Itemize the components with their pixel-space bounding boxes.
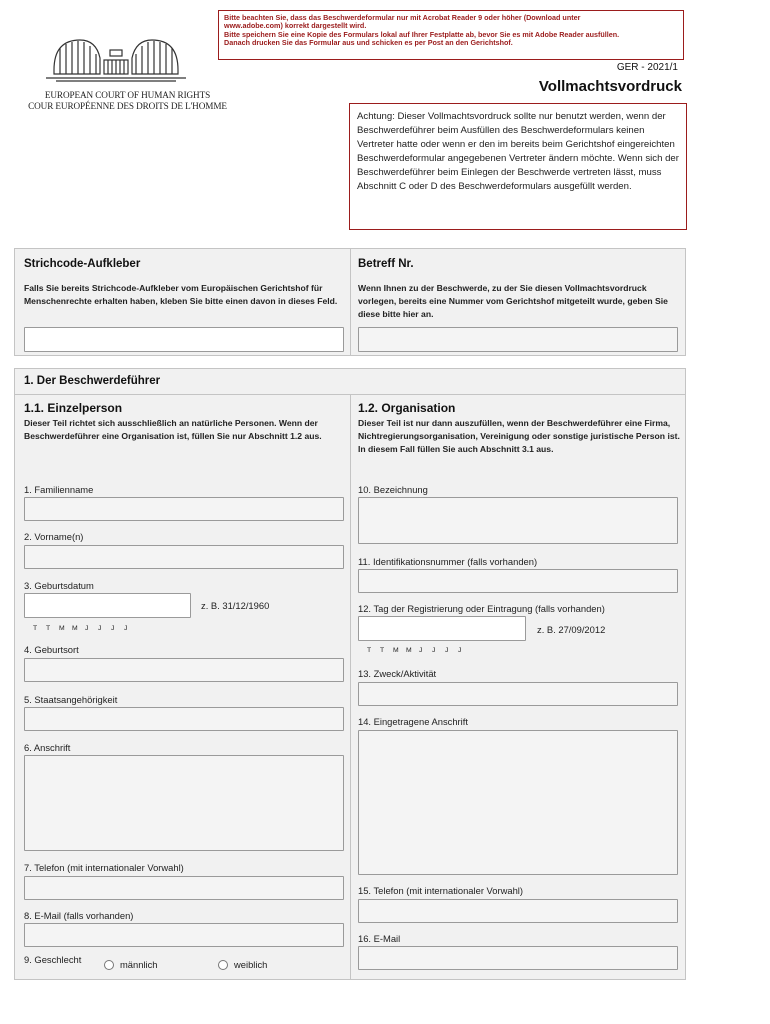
notice-line: www.adobe.com) korrekt dargestellt wird. (224, 21, 367, 31)
registration-date-label: 12. Tag der Registrierung oder Eintragung (falls vorhanden) (358, 603, 605, 614)
email-input[interactable] (24, 923, 344, 947)
warning-text: Achtung: Dieser Vollmachtsvordruck sollte nur benutzt werden, wenn der Beschwerdeführer beim Ausfüllen des Beschwerdeformulars keinen Vertreter hatte oder wenn er den im bereits beim Gerichtshof eingereichten Beschwerdeformular angegebenen Vertreter ändern möchte. Wenn sich der Beschwerdeführer beim Einlegen der Beschwerde vertreten lässt, muss Abschnitt C oder D des Beschwerdeformulars ausgefüllt werden. (357, 111, 679, 192)
first-name-input[interactable] (24, 545, 344, 569)
format-char: M (59, 625, 65, 632)
adobe-reader-notice (218, 10, 684, 60)
section-title: 1. Der Beschwerdeführer (24, 375, 161, 387)
gender-female-radio[interactable] (218, 960, 228, 970)
format-char: J (458, 647, 462, 654)
individual-description: Dieser Teil richtet sich ausschließlich an natürliche Personen. Wenn der Beschwerdeführer eine Organisation ist, füllen Sie nur Abschnitt 1.2 aus. (24, 418, 322, 441)
org-id-label: 11. Identifikationsnummer (falls vorhanden) (358, 556, 538, 567)
format-char: J (85, 625, 89, 632)
phone-input[interactable] (24, 876, 344, 900)
format-char: M (72, 625, 78, 632)
reference-description: Wenn Ihnen zu der Beschwerde, zu der Sie diesen Vollmachtsvordruck vorlegen, bereits eine Nummer vom Gerichtshof mitgeteilt wurde, geben Sie diese bitte hier an. (358, 283, 668, 319)
organisation-description: Dieser Teil ist nur dann auszufüllen, wenn der Beschwerdeführer eine Firma, Nichtregierungsorganisation, Vereinigung oder sonstige juristische Person ist. In diesem Fall füllen Sie auch Abschnitt 3.1 aus. (358, 418, 680, 454)
organisation-title: 1.2. Organisation (358, 401, 456, 415)
warning-box (349, 103, 687, 230)
panel-divider (350, 248, 351, 356)
org-name-label: 10. Bezeichnung (358, 484, 428, 495)
address-label: 6. Anschrift (24, 742, 71, 753)
org-phone-label: 15. Telefon (mit internationaler Vorwahl) (358, 885, 524, 896)
org-id-input[interactable] (358, 569, 678, 593)
format-char: M (406, 647, 412, 654)
gender-female-label: weiblich (234, 959, 268, 970)
purpose-label: 13. Zweck/Aktivität (358, 668, 437, 679)
barcode-title: Strichcode-Aufkleber (24, 258, 141, 270)
phone-label: 7. Telefon (mit internationaler Vorwahl) (24, 862, 184, 873)
notice-line: Bitte speichern Sie eine Kopie des Formulars lokal auf Ihrer Festplatte ab, bevor Sie es mit Adobe Reader ausfüllen. (224, 29, 620, 39)
org-phone-input[interactable] (358, 899, 678, 923)
registration-date-format (367, 647, 471, 654)
birth-date-example: z. B. 31/12/1960 (201, 600, 270, 611)
barcode-description: Falls Sie bereits Strichcode-Aufkleber vom Europäischen Gerichtshof für Menschenrechte erhalten haben, kleben Sie bitte einen davon in dieses Feld. (24, 283, 338, 306)
format-char: J (98, 625, 102, 632)
form-reference: GER - 2021/1 (616, 62, 678, 73)
format-char: T (380, 647, 385, 654)
birth-place-input[interactable] (24, 658, 344, 682)
format-char: T (46, 625, 51, 632)
nationality-input[interactable] (24, 707, 344, 731)
gender-label: 9. Geschlecht (24, 954, 82, 965)
birth-place-label: 4. Geburtsort (24, 644, 79, 655)
address-input[interactable] (24, 755, 344, 851)
individual-title: 1.1. Einzelperson (24, 401, 123, 415)
format-char: J (111, 625, 115, 632)
barcode-sticker-field[interactable] (24, 327, 344, 352)
birth-date-input[interactable] (24, 593, 191, 618)
court-name-french: COUR EUROPÉENNE DES DROITS DE L'HOMME (28, 101, 227, 111)
notice-line: Bitte beachten Sie, dass das Beschwerdeformular nur mit Acrobat Reader 9 oder höher (Download unter (224, 13, 581, 22)
email-label: 8. E-Mail (falls vorhanden) (24, 910, 134, 921)
gender-male-label: männlich (120, 959, 158, 970)
registration-date-input[interactable] (358, 616, 526, 641)
format-char: J (419, 647, 423, 654)
birth-date-format (33, 625, 137, 632)
format-char: T (33, 625, 38, 632)
registered-address-input[interactable] (358, 730, 678, 875)
format-char: J (445, 647, 449, 654)
reference-title: Betreff Nr. (358, 258, 414, 270)
registered-address-label: 14. Eingetragene Anschrift (358, 716, 468, 727)
birth-date-label: 3. Geburtsdatum (24, 580, 94, 591)
format-char: M (393, 647, 399, 654)
section-column-divider (350, 394, 351, 980)
registration-date-example: z. B. 27/09/2012 (537, 624, 606, 635)
court-building-logo-icon (46, 30, 186, 82)
purpose-input[interactable] (358, 682, 678, 706)
page-title: Vollmachtsvordruck (538, 78, 682, 95)
gender-male-radio[interactable] (104, 960, 114, 970)
court-name-english: EUROPEAN COURT OF HUMAN RIGHTS (44, 90, 211, 100)
surname-label: 1. Familienname (24, 484, 94, 495)
org-name-input[interactable] (358, 497, 678, 544)
format-char: T (367, 647, 372, 654)
nationality-label: 5. Staatsangehörigkeit (24, 694, 118, 705)
format-char: J (432, 647, 436, 654)
format-char: J (124, 625, 128, 632)
notice-line: Danach drucken Sie das Formular aus und schicken es per Post an den Gerichtshof. (224, 38, 513, 48)
org-email-input[interactable] (358, 946, 678, 970)
first-name-label: 2. Vorname(n) (24, 531, 84, 542)
surname-input[interactable] (24, 497, 344, 521)
reference-number-input[interactable] (358, 327, 678, 352)
org-email-label: 16. E-Mail (358, 933, 401, 944)
